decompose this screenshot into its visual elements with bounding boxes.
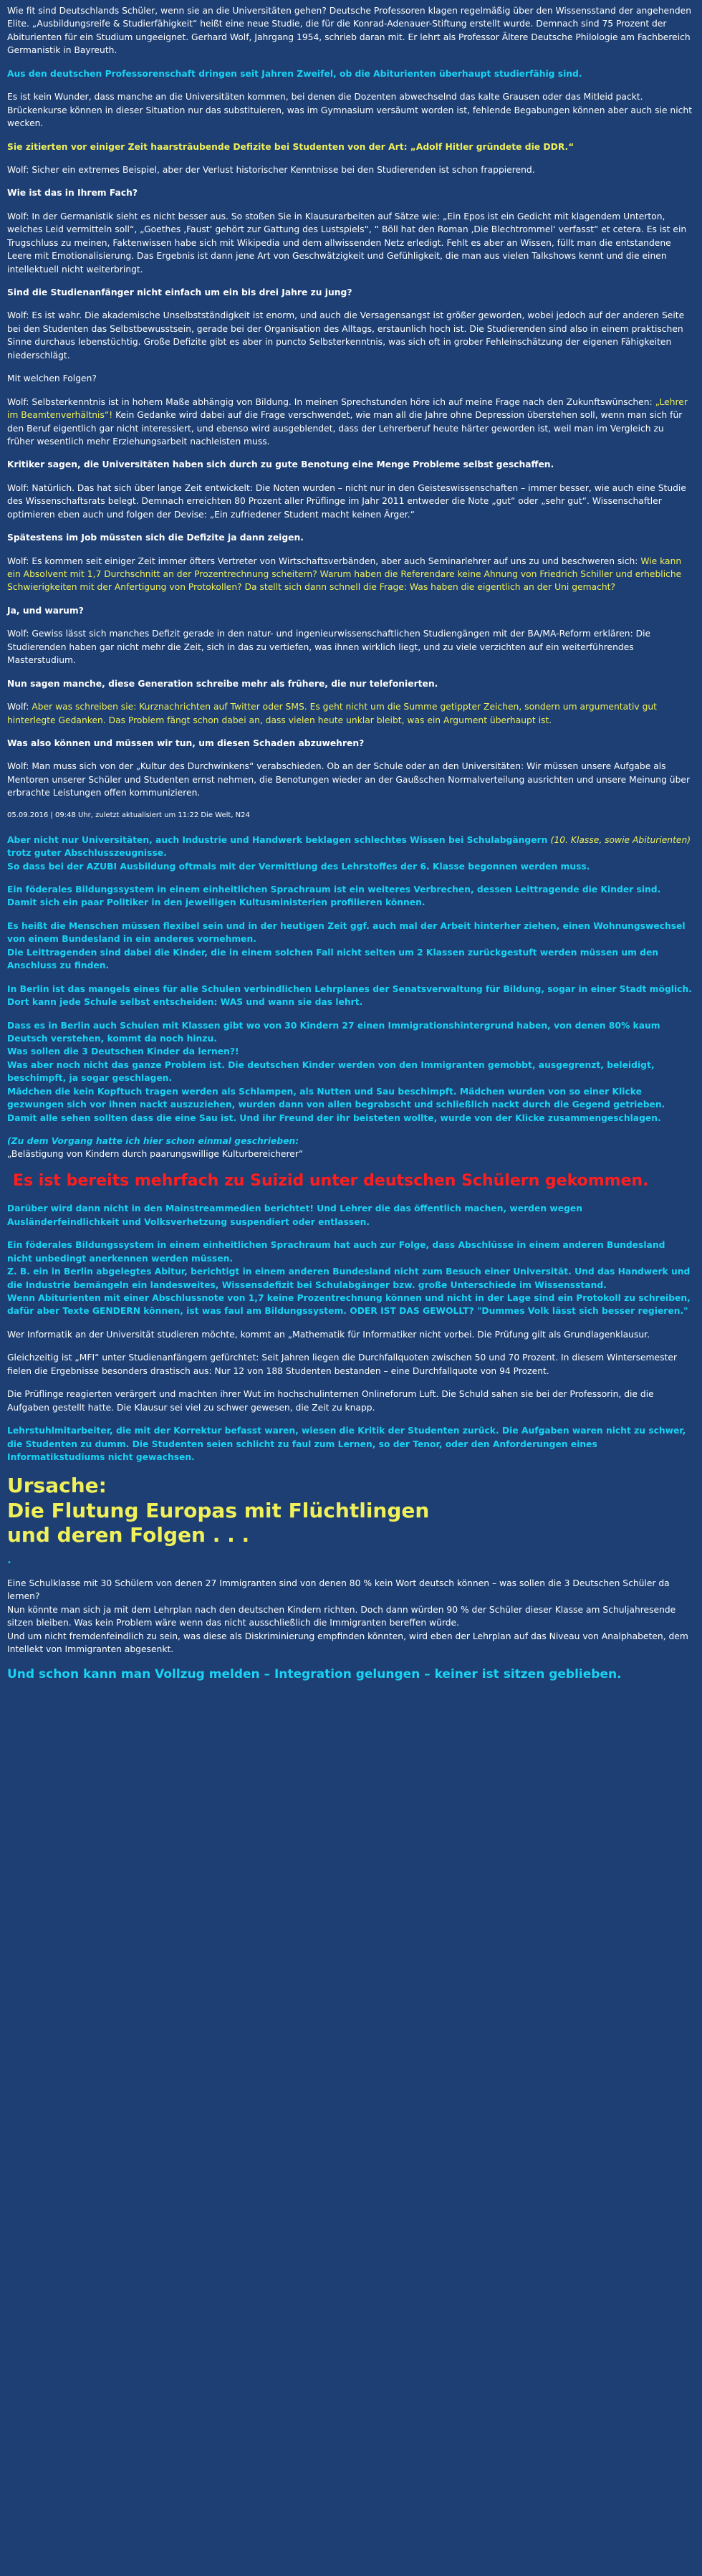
quote-reference: (Zu dem Vorgang hatte ich hier schon einmal geschrieben: „Belästigung von Kindern durch paarungswillige Kulturbereicherer“: [7, 1135, 692, 1161]
answer-paragraph: Wolf: Selbsterkenntnis ist in hohem Maße abhängig von Bildung. In meinen Sprechstunden höre ich auf meine Frage nach den Zukunftswünschen: „Lehrer im Beamtenverhältnis“! Kein Gedanke wird dabei auf die Frage verschwendet, wie man all die Jahre ohne Depression überstehen soll, wenn man sich für den Beruf eigentlich gar nicht interessiert, und ebenso wird ausgeblendet, dass der Lehrerberuf heute härter geworden ist, weil man im Vergleich zu früher wesentlich mehr Erziehungsarbeit nachleisten muss.: [7, 396, 688, 447]
commentary-paragraph: Lehrstuhlmitarbeiter, die mit der Korrektur befasst waren, wiesen die Kritik der Studenten zurück. Die Aufgaben waren nicht zu schwer, die Studenten zu dumm. Die Studenten seien schlicht zu faul zum Lernen, so der Tenor, oder den Anforderungen eines Informatikstudiums nicht gewachsen.: [7, 1426, 686, 1462]
question-plain: Mit welchen Folgen?: [7, 373, 97, 384]
commentary-paragraph: Ein föderales Bildungssystem in einem einheitlichen Sprachraum ist ein weiteres Verbrechen, dessen Leittragende die Kinder sind. Damit sich ein paar Politiker in den jeweiligen Kultusministerien profilieren können.: [7, 884, 661, 908]
answer-paragraph: Wolf: Es ist wahr. Die akademische Unselbstständigkeit ist enorm, und auch die Versagensangst ist größer geworden, wobei jedoch auf der anderen Seite bei den Studenten das Selbstbewusstsein, gerade bei der Organisation des Alltags, erstaunlich hoch ist. Die Studierenden sind also in einem praktischen Sinne durchaus lebenstüchtig. Große Defizite gibt es aber in puncto Selbsterkenntnis, was sich oft in grober Fehleinschätzung der eigenen Fähigkeiten niederschlägt.: [7, 310, 685, 361]
highlight-statement: Aus den deutschen Professorenschaft dringen seit Jahren Zweifel, ob die Abiturienten überhaupt studierfähig sind.: [7, 68, 582, 79]
highlight-note: (10. Klasse, sowie Abiturienten): [550, 834, 691, 845]
source-meta: 05.09.2016 | 09:48 Uhr, zuletzt aktualisiert um 11:22 Die Welt, N24: [7, 811, 250, 819]
commentary-paragraph: Aber nicht nur Universitäten, auch Industrie und Handwerk beklagen schlechtes Wissen bei Schulabgängern (10. Klasse, sowie Abiturienten) trotz guter Abschlusszeugnisse. So dass bei der AZUBI Ausbildung oftmals mit der Vermittlung des Lehrstoffes der 6. Klasse begonnen werden muss.: [7, 834, 691, 872]
paragraph: Gleichzeitig ist „MFI“ unter Studienanfängern gefürchtet: Seit Jahren liegen die Durchfallquoten zwischen 50 und 70 Prozent. In diesem Wintersemester fielen die Ergebnisse besonders drastisch aus: Nur 12 von 188 Studenten bestanden – eine Durchfallquote von 94 Prozent.: [7, 1353, 677, 1376]
closing-statement: Und schon kann man Vollzug melden – Integration gelungen – keiner ist sitzen geblieben.: [7, 1667, 622, 1682]
question-heading: Was also können und müssen wir tun, um diesen Schaden abzuwehren?: [7, 738, 365, 748]
paragraph: Es ist kein Wunder, dass manche an die Universitäten kommen, bei denen die Dozenten abwechselnd das kalte Grausen oder das Mitleid packt. Brückenkurse können in dieser Situation nur das substituieren, was im Gymnasium versäumt worden ist, fehlende Begabungen können aber auch sie nicht wecken.: [7, 92, 693, 129]
commentary-paragraph: Es heißt die Menschen müssen flexibel sein und in der heutigen Zeit ggf. auch mal der Arbeit hinterher ziehen, einen Wohnungswechsel von einem Bundesland in ein anderes vornehmen. Die Leittragenden sind dabei die Kinder, die in einem solchen Fall nicht selten um 2 Klassen zurückgestuft werden müssen um den Anschluss zu finden.: [7, 920, 686, 971]
commentary-paragraph: In Berlin ist das mangels eines für alle Schulen verbindlichen Lehrplanes der Senatsverwaltung für Bildung, sogar in einer Stadt möglich. Dort kann jede Schule selbst entscheiden: WAS und wann sie das lehrt.: [7, 983, 692, 1008]
answer-paragraph: Wolf: Gewiss lässt sich manches Defizit gerade in den natur- und ingenieurwissenschaftlichen Studiengängen mit der BA/MA-Reform erklären: Die Studierenden haben gar nicht mehr die Zeit, sich in das zu vertiefen, was ihnen wirklich liegt, und zu viele verzichten auf ein weiterführendes Masterstudium.: [7, 629, 651, 666]
commentary-paragraph: Dass es in Berlin auch Schulen mit Klassen gibt wo von 30 Kindern 27 einen Immigrationshintergrund haben, von denen 80% kaum Deutsch verstehen, kommt da noch hinzu. Was sollen die 3 Deutschen Kinder da lernen?! Was aber noch nicht das ganze Problem ist. Die deutschen Kinder werden von den Immigranten gemobbt, ausgegrenzt, beleidigt, beschimpft, ja sogar geschlagen. Mädchen die kein Kopftuch tragen werden als Schlampen, als Nutten und Sau beschimpft. Mädchen wurden von so einer Klicke gezwungen sich vor ihnen nackt auszuziehen, wurden dann von allen begrabscht und schließlich nackt durch die Gegend getrieben. Damit alle sehen sollten dass die eine Sau ist. Und ihr Freund der ihr beisteten wollte, wurde von der Klicke zusammengeschlagen.: [7, 1020, 665, 1123]
question-heading: Kritiker sagen, die Universitäten haben sich durch zu gute Benotung eine Menge Probleme selbst geschaffen.: [7, 459, 554, 470]
intro-paragraph: Wie fit sind Deutschlands Schüler, wenn sie an die Universitäten gehen? Deutsche Professoren klagen regelmäßig über den Wissensstand der angehenden Elite. „Ausbildungsreife & Studierfähigkeit“ heißt eine neue Studie, die für die Konrad-Adenauer-Stiftung erstellt wurde. Demnach sind 75 Prozent der Abiturienten für ein Studium ungeeignet. Gerhard Wolf, Jahrgang 1954, schrieb daran mit. Er lehrt als Professor Ältere Deutsche Philologie am Fachbereich Germanistik in Bayreuth.: [7, 6, 692, 56]
answer-paragraph: Wolf: Sicher ein extremes Beispiel, aber der Verlust historischer Kenntnisse bei den Studierenden ist schon frappierend.: [7, 164, 535, 175]
answer-paragraph: Wolf: Es kommen seit einiger Zeit immer öfters Vertreter von Wirtschaftsverbänden, aber auch Seminarlehrer auf uns zu und beschweren sich: Wie kann ein Absolvent mit 1,7 Durchschnitt an der Prozentrechnung scheitern? Warum haben die Referendare keine Ahnung von Friedrich Schiller und erhebliche Schwierigkeiten mit der Anfertigung von Protokollen? Da stellt sich dann schnell die Frage: Was haben die eigentlich an der Uni gemacht?: [7, 555, 682, 593]
linked-article-title[interactable]: „Belästigung von Kindern durch paarungswillige Kulturbereicherer“: [7, 1149, 304, 1160]
highlight-quote: Aber was schreiben sie: Kurznachrichten auf Twitter oder SMS. Es geht nicht um die Summe getippter Zeichen, sondern um argumentativ gut hinterlegte Gedanken. Das Problem fängt schon dabei an, dass vielen heute unklar bleibt, was ein Argument überhaupt ist.: [7, 702, 657, 725]
question-heading: Wie ist das in Ihrem Fach?: [7, 188, 138, 199]
highlight-quote: Wie kann ein Absolvent mit 1,7 Durchschnitt an der Prozentrechnung scheitern? Warum haben die Referendare keine Ahnung von Friedrich Schiller und erhebliche Schwierigkeiten mit der Anfertigung von Protokollen? Da stellt sich dann schnell die Frage: Was haben die eigentlich an der Uni gemacht?: [7, 555, 682, 593]
question-heading: Nun sagen manche, diese Generation schreibe mehr als frühere, die nur telefonierten.: [7, 678, 438, 689]
highlight-quote: „Lehrer im Beamtenverhältnis“!: [7, 396, 688, 421]
paragraph: Wer Informatik an der Universität studieren möchte, kommt an „Mathematik für Informatiker nicht vorbei. Die Prüfung gilt als Grundlagenklausur.: [7, 1329, 650, 1340]
answer-paragraph: Wolf: Man muss sich von der „Kultur des Durchwinkens“ verabschieden. Ob an der Schule oder an den Universitäten: Wir müssen unsere Aufgabe als Mentoren unserer Schüler und Studenten ernst nehmen, die Benotungen wieder an der Gaußschen Normalverteilung ausrichten und unsere Meinung über erbrachte Leistungen offen kommunizieren.: [7, 761, 691, 798]
question-heading: Spätestens im Job müssten sich die Defizite ja dann zeigen.: [7, 533, 304, 543]
bullet-dot: •: [7, 1558, 11, 1567]
answer-paragraph: Wolf: In der Germanistik sieht es nicht besser aus. So stoßen Sie in Klausurarbeiten auf Sätze wie: „Ein Epos ist ein Gedicht mit klagendem Unterton, welches Leid vermitteln soll“, „Goethes ‚Faust‘ gehört zur Gattung des Lustspiels“, “ Böll hat den Roman ‚Die Blechtrommel‘ verfasst“ et cetera. Es ist ein Trugschluss zu meinen, Faktenwissen habe sich mit Wikipedia und dem allwissenden Netz erledigt. Fehlt es aber an Wissen, füllt man die entstandene Leere mit Emotionalisierung. Das Ergebnis ist dann jene Art von Geschwätzigkeit und Gefühligkeit, die man aus vielen Talkshows kennt und die einen intellektuell nicht weiterbringt.: [7, 211, 687, 275]
paragraph: Die Prüflinge reagierten verärgert und machten ihrer Wut im hochschulinternen Onlineforum Luft. Die Schuld sahen sie bei der Professorin, die die Aufgaben gestellt hatte. Die Klausur sei viel zu schwer gewesen, die Zeit zu knapp.: [7, 1389, 654, 1413]
question-heading: Ja, und warum?: [7, 605, 84, 616]
commentary-paragraph: Darüber wird dann nicht in den Mainstreammedien berichtet! Und Lehrer die das öffentlich machen, werden wegen Ausländerfeindlichkeit und Volksverhetzung suspendiert oder entlassen.: [7, 1203, 582, 1227]
question-heading: Sind die Studienanfänger nicht einfach um ein bis drei Jahre zu jung?: [7, 287, 352, 297]
warning-headline: Es ist bereits mehrfach zu Suizid unter deutschen Schülern gekommen.: [13, 1171, 649, 1190]
question-quote: Sie zitierten vor einiger Zeit haarsträubende Defizite bei Studenten von der Art: „Adolf Hitler gründete die DDR.“: [7, 141, 574, 152]
answer-paragraph: Wolf: Natürlich. Das hat sich über lange Zeit entwickelt: Die Noten wurden – nicht nur in den Geisteswissenschaften – immer besser, wie auch eine Studie des Wissenschaftsrats belegt. Demnach erreichten 80 Prozent aller Prüflinge im Jahr 2011 entweder die Note „gut“ oder „sehr gut“. Wissenschaftler optimieren eben auch und folgen der Devise: „Ein zufriedener Student macht keinen Ärger.“: [7, 482, 686, 520]
paragraph: Eine Schulklasse mit 30 Schülern von denen 27 Immigranten sind von denen 80 % kein Wort deutsch können – was sollen die 3 Deutschen Schüler da lernen? Nun könnte man sich ja mit dem Lehrplan nach den deutschen Kindern richten. Doch dann würden 90 % der Schüler dieser Klasse am Schuljahresende sitzen bleiben. Was kein Problem wäre wenn das nicht ausschließlich die Immigranten bereffen würde. Und um nicht fremdenfeindlich zu sein, was diese als Diskriminierung empfinden könnten, wird eben der Lehrplan auf das Niveau von Analphabeten, dem Intellekt von Immigranten abgesenkt.: [7, 1578, 688, 1655]
answer-paragraph: Wolf: Aber was schreiben sie: Kurznachrichten auf Twitter oder SMS. Es geht nicht um die Summe getippter Zeichen, sondern um argumentativ gut hinterlegte Gedanken. Das Problem fängt schon dabei an, dass vielen heute unklar bleibt, was ein Argument überhaupt ist.: [7, 702, 657, 725]
cause-headline: Ursache: Die Flutung Europas mit Flüchtlingen und deren Folgen . . .: [7, 1474, 430, 1547]
commentary-paragraph: Ein föderales Bildungssystem in einem einheitlichen Sprachraum hat auch zur Folge, dass Abschlüsse in einem anderen Bundesland nicht unbedingt anerkennen werden müssen. Z. B. ein in Berlin abgelegtes Abitur, berichtigt in einem anderen Bundesland nicht zum Besuch einer Universität. Und das Handwerk und die Industrie bemängeln ein landesweites, Wissensdefizit bei Schulabgänger bzw. große Unterschiede im Wissensstand. Wenn Abiturienten mit einer Abschlussnote von 1,7 keine Prozentrechnung können und nicht in der Lage sind ein Protokoll zu schreiben, dafür aber Texte GENDERN können, ist was faul am Bildungssystem. ODER IST DAS GEWOLLT? "Dummes Volk lässt sich besser regieren.": [7, 1240, 691, 1317]
